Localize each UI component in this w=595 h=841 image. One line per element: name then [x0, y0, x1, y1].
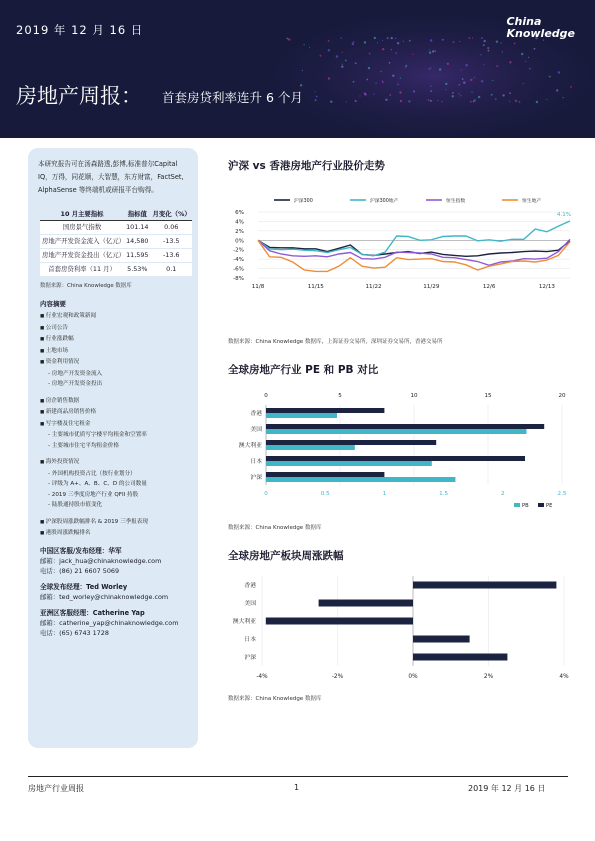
- decor-dot: [484, 40, 486, 42]
- decor-dot: [463, 82, 465, 84]
- toc-title: 内容摘要: [40, 300, 66, 308]
- key-indicator-table: [40, 207, 192, 277]
- contact-phone: 电话：(86) 21 6607 5069: [40, 566, 120, 575]
- decor-dot: [471, 92, 472, 93]
- decor-dot: [345, 60, 347, 62]
- decor-dot: [458, 93, 459, 94]
- y-tick-label: 0%: [235, 238, 244, 245]
- toc-item: ■ 写字楼及住宅租金: [40, 419, 190, 431]
- decor-dot: [364, 41, 366, 43]
- decor-dot: [408, 100, 410, 102]
- pb-bar: [266, 445, 355, 450]
- x-tick-label: 0%: [408, 674, 418, 680]
- decor-dot: [353, 81, 355, 83]
- cell-name: 房地产开发资金流入（亿元）: [40, 235, 124, 249]
- decor-dot: [473, 101, 475, 103]
- toc-item: ■ 新建商品房销售价格: [40, 407, 190, 419]
- toc-item: - 陆股通持股市值变化: [40, 500, 190, 511]
- decor-dot: [481, 80, 483, 82]
- cell-value: 14,580: [124, 235, 150, 249]
- legend-label: 恒生指数: [446, 199, 466, 204]
- bottom-tick-label: 2: [501, 491, 505, 497]
- decor-dot: [412, 54, 413, 55]
- toc-item: - 2019 三季度房地产行业 QFII 持股: [40, 490, 190, 501]
- table-source: 数据来源：China Knowledge 数据库: [40, 283, 132, 289]
- toc-item: - 主要城市住宅平均租金价格: [40, 441, 190, 452]
- decor-dot: [460, 95, 461, 96]
- x-tick-label: -4%: [256, 674, 268, 680]
- decor-dot: [496, 41, 498, 43]
- series-line: [258, 221, 570, 256]
- toc-item: - 主要城市优质写字楼平均租金和空置率: [40, 430, 190, 441]
- decor-dot: [529, 68, 531, 70]
- pe-bar: [266, 408, 384, 413]
- decor-dot: [525, 61, 526, 62]
- x-tick-label: 12/13: [538, 284, 555, 290]
- change-bar: [266, 618, 413, 625]
- bottom-tick-label: 1: [382, 491, 387, 497]
- decor-dot: [478, 96, 480, 98]
- bottom-tick-label: 0: [264, 491, 268, 497]
- category-label: 香港: [250, 411, 262, 417]
- decor-dot: [392, 75, 394, 77]
- contact-phone: 电话：(65) 6743 1728: [40, 628, 109, 637]
- line-chart: [222, 188, 577, 318]
- decor-dot: [382, 40, 383, 41]
- decor-dot: [472, 37, 473, 38]
- decor-dot: [353, 41, 355, 43]
- decor-dot: [355, 62, 357, 64]
- bottom-tick-label: 2.5: [557, 491, 567, 497]
- decor-dot: [328, 77, 330, 79]
- toc-item: - 评级为 A+、A、B、C、D 的公司数量: [40, 479, 190, 490]
- toc-item: ■ 公司公告: [40, 323, 190, 335]
- table-row: [40, 263, 192, 277]
- decor-dot: [523, 83, 524, 84]
- decor-dot: [288, 38, 290, 40]
- decor-dot: [341, 66, 343, 68]
- decor-dot: [458, 84, 460, 86]
- decor-dot: [320, 55, 322, 57]
- annotation-label: 4.1%: [556, 211, 572, 218]
- decor-dot: [385, 99, 387, 101]
- toc-item: ■ 资金利用情况: [40, 357, 190, 369]
- series-line: [258, 240, 570, 256]
- toc-item: ■ 行业涨跌幅: [40, 334, 190, 346]
- report-header: [0, 0, 595, 138]
- y-tick-label: -2%: [233, 247, 244, 254]
- decor-dot: [465, 64, 467, 66]
- decor-dot: [442, 101, 443, 102]
- toc-item: ■ 行业宏观和政策新闻: [40, 311, 190, 323]
- x-tick-label: 11/8: [251, 284, 265, 290]
- decor-dot: [395, 52, 397, 54]
- decor-dot: [359, 95, 360, 96]
- decor-dot: [514, 43, 516, 45]
- cell-value: 101.14: [124, 221, 150, 235]
- decor-dot: [528, 57, 529, 58]
- toc-item: ■ 房企销售数据: [40, 396, 190, 408]
- table-row: [40, 249, 192, 263]
- top-tick-label: 0: [264, 393, 268, 399]
- legend-label-pe: PE: [546, 503, 553, 509]
- contact-email: 邮箱：jack_hua@chinaknowledge.com: [40, 556, 162, 565]
- decor-dot: [483, 44, 485, 46]
- x-tick-label: 4%: [559, 674, 569, 680]
- decor-dot: [314, 91, 315, 92]
- report-subtitle: 首套房贷利率连升 6 个月: [162, 90, 303, 105]
- decor-dot: [368, 67, 370, 69]
- contact-email: 邮箱：catherine_yap@chinaknowledge.com: [40, 618, 179, 627]
- decor-dot: [376, 83, 377, 84]
- decor-dot: [460, 69, 461, 70]
- decor-dot: [452, 92, 454, 94]
- legend-label: 沪深300地产: [370, 199, 399, 204]
- decor-dot: [330, 101, 332, 103]
- x-tick-label: 11/15: [307, 284, 324, 290]
- table-row: [40, 235, 192, 249]
- decor-dot: [366, 79, 368, 81]
- decor-dot: [570, 86, 572, 88]
- decor-dot: [430, 39, 432, 41]
- decor-dot: [442, 39, 444, 41]
- category-label: 美国: [244, 601, 256, 607]
- decor-dot: [563, 97, 564, 98]
- y-tick-label: -4%: [233, 257, 244, 264]
- decor-dot: [502, 51, 503, 52]
- toc-item: - 房地产开发资金投出: [40, 379, 190, 390]
- decor-dot: [342, 64, 343, 65]
- top-tick-label: 10: [410, 393, 418, 399]
- pb-bar: [266, 477, 455, 482]
- decor-dot: [430, 86, 431, 87]
- decor-dot: [391, 49, 392, 50]
- decor-dot: [382, 48, 384, 50]
- report-title: 房地产周报：: [16, 84, 142, 108]
- toc-item: ■ 土地市场: [40, 346, 190, 358]
- decor-dot: [462, 78, 464, 80]
- top-tick-label: 20: [558, 393, 566, 399]
- pb-bar: [266, 413, 337, 418]
- legend-swatch-pb: [514, 503, 520, 507]
- decor-dot: [496, 65, 498, 67]
- decor-dot: [389, 94, 391, 96]
- pe-bar: [266, 456, 525, 461]
- cell-name: 国房景气指数: [40, 221, 124, 235]
- contact-email: 邮箱：ted_worley@chinaknowledge.com: [40, 592, 169, 601]
- decor-dot: [377, 42, 378, 43]
- decor-dot: [536, 101, 538, 103]
- cell-value: 5.53%: [124, 263, 150, 277]
- decor-dot: [430, 90, 432, 92]
- decor-dot: [374, 37, 376, 39]
- legend-label: 沪深300: [294, 199, 313, 204]
- decor-dot: [413, 90, 415, 92]
- change-bar: [413, 582, 556, 589]
- decor-dot: [302, 70, 303, 71]
- section3-title: 全球房地产板块周涨跌幅: [228, 550, 344, 562]
- footer-date: 2019 年 12 月 16 日: [468, 784, 546, 793]
- decor-dot: [304, 44, 305, 45]
- logo-line2: Knowledge: [506, 27, 575, 40]
- decor-dot: [428, 99, 430, 101]
- decor-dot: [373, 94, 374, 95]
- decor-dot: [364, 92, 366, 94]
- category-label: 日本: [250, 459, 262, 465]
- decor-dot: [429, 49, 430, 50]
- decor-dot: [391, 37, 393, 39]
- y-tick-label: 2%: [235, 228, 244, 235]
- cell-change: 0.1: [150, 263, 192, 277]
- category-label: 日本: [244, 637, 256, 643]
- decor-dot: [405, 65, 407, 67]
- col-header-indicator: 10 月主要指标: [40, 207, 124, 221]
- decor-dot: [400, 100, 402, 102]
- contact-title: 全球发布经理：Ted Worley: [40, 582, 128, 591]
- decor-dot: [300, 84, 302, 86]
- x-tick-label: 11/29: [423, 284, 440, 290]
- decor-dot: [434, 50, 436, 52]
- legend-label-pb: PB: [522, 503, 529, 509]
- cell-change: -13.5: [150, 235, 192, 249]
- decor-dot: [492, 80, 493, 81]
- decor-dot: [315, 99, 317, 101]
- cell-name: 房地产开发资金投出（亿元）: [40, 249, 124, 263]
- cell-name: 首套房贷利率（11 月）: [40, 263, 124, 277]
- section1-source: 数据来源：China Knowledge 数据库，上海证券交易所，深圳证券交易所，香港交易所: [228, 339, 443, 345]
- cell-value: 11,595: [124, 249, 150, 263]
- decor-dot: [430, 100, 432, 102]
- decor-dot: [546, 99, 547, 100]
- category-label: 美国: [250, 427, 262, 433]
- pb-bar: [266, 461, 432, 466]
- decor-dot: [382, 81, 384, 83]
- decor-dot: [437, 100, 438, 101]
- decor-dot: [341, 37, 342, 38]
- decor-dot: [558, 71, 560, 73]
- decor-dot: [447, 63, 449, 65]
- report-date: 2019 年 12 月 16 日: [16, 23, 144, 37]
- decor-dot: [369, 53, 371, 55]
- decor-dot: [445, 89, 446, 90]
- decor-dot: [405, 67, 406, 68]
- decor-dot: [395, 38, 396, 39]
- bottom-tick-label: 1.5: [439, 491, 449, 497]
- col-header-change: 月变化（%）: [150, 207, 192, 221]
- decor-dot: [488, 50, 490, 52]
- decor-dot: [459, 41, 460, 42]
- bottom-tick-label: 0.5: [320, 491, 330, 497]
- decor-dot: [521, 53, 523, 55]
- decor-dot: [515, 100, 517, 102]
- decor-dot: [452, 95, 454, 97]
- decor-dot: [487, 47, 489, 49]
- change-bar: [413, 654, 507, 661]
- decor-dot: [346, 101, 347, 102]
- decor-dot: [336, 55, 338, 57]
- y-tick-label: -8%: [233, 276, 244, 282]
- decor-dot: [328, 40, 330, 42]
- contacts: [40, 546, 190, 638]
- toc-list: [40, 311, 190, 540]
- decor-dot: [342, 52, 343, 53]
- footer-title: 房地产行业周报: [28, 784, 84, 793]
- y-tick-label: -6%: [233, 266, 244, 273]
- x-tick-label: -2%: [331, 674, 344, 680]
- category-label: 澳大利亚: [238, 443, 262, 449]
- decor-dot: [316, 96, 318, 98]
- decor-dot: [397, 84, 399, 86]
- decor-dot: [470, 79, 472, 81]
- decor-dot: [469, 37, 471, 39]
- decor-dot: [429, 52, 431, 54]
- decor-dot: [519, 101, 521, 103]
- contact-title: 中国区客服/发布经理：华军: [40, 546, 122, 555]
- decor-dot: [389, 62, 391, 64]
- pb-bar: [266, 429, 527, 434]
- x-tick-label: 11/22: [365, 284, 382, 290]
- cell-change: 0.06: [150, 221, 192, 235]
- decor-dot: [397, 42, 399, 44]
- decor-dot: [480, 54, 481, 55]
- pe-pb-chart: [222, 385, 577, 517]
- table-row: [40, 221, 192, 235]
- decor-dot: [481, 37, 483, 39]
- section2-source: 数据来源：China Knowledge 数据库: [228, 525, 322, 531]
- decor-dot: [430, 67, 431, 68]
- intro-text: 本研究报告可在汤森路透,彭博,标准普尔Capital IQ，万得，同花顺，大智慧，东方财富，FactSet, AlphaSense 等终端机或研报平台购得。: [38, 160, 184, 194]
- top-tick-label: 15: [484, 393, 492, 399]
- contact-title: 亚洲区客服经理：Catherine Yap: [40, 608, 145, 617]
- legend-swatch-pe: [538, 503, 544, 507]
- decor-dot: [556, 89, 558, 91]
- decor-dot: [445, 83, 447, 85]
- section1-title: 沪深 vs 香港房地产行业股价走势: [228, 160, 385, 172]
- sidebar: [28, 148, 198, 748]
- decor-dot: [453, 41, 455, 43]
- x-tick-label: 12/6: [482, 284, 496, 290]
- y-tick-label: 4%: [235, 219, 244, 226]
- legend-label: 恒生地产: [522, 199, 542, 204]
- decor-dot: [403, 41, 404, 42]
- decor-dot: [355, 100, 357, 102]
- decor-dot: [432, 50, 434, 52]
- pe-bar: [266, 424, 544, 429]
- section3-source: 数据来源：China Knowledge 数据库: [228, 696, 322, 702]
- decor-dot: [509, 101, 510, 102]
- pe-bar: [266, 472, 384, 477]
- top-tick-label: 5: [338, 393, 342, 399]
- decor-dot: [382, 80, 383, 81]
- weekly-change-chart: [222, 572, 577, 684]
- decor-dot: [483, 64, 484, 65]
- decor-dot: [495, 98, 497, 100]
- toc-item: - 外国机构投资占比（按行业划分）: [40, 469, 190, 480]
- y-tick-label: 6%: [235, 210, 244, 216]
- category-label: 香港: [244, 583, 256, 589]
- decor-dot: [501, 42, 502, 43]
- decor-dot: [474, 77, 475, 78]
- category-label: 澳大利亚: [232, 619, 256, 625]
- decor-dot: [328, 49, 330, 51]
- page-number: 1: [294, 783, 300, 792]
- pe-bar: [266, 440, 436, 445]
- category-label: 沪深: [244, 655, 256, 661]
- toc-item: ■ 沪深股周涨跌幅排名 & 2019 三季报表现: [40, 517, 190, 529]
- decor-dot: [352, 43, 354, 45]
- decor-dot: [534, 48, 536, 50]
- decor-dot: [409, 40, 411, 42]
- decor-dot: [491, 94, 493, 96]
- decor-dot: [399, 91, 401, 93]
- decor-dot: [287, 38, 289, 40]
- china-knowledge-logo: [506, 16, 575, 40]
- decor-dot: [387, 37, 389, 39]
- section2-title: 全球房地产行业 PE 和 PB 对比: [228, 364, 379, 376]
- toc-item: ■ 海外投资情况: [40, 457, 190, 469]
- decor-dot: [309, 47, 310, 48]
- decor-dot: [439, 68, 441, 70]
- decor-dot: [509, 92, 511, 94]
- change-bar: [413, 636, 470, 643]
- footer-divider: [28, 776, 568, 777]
- x-tick-label: 2%: [483, 674, 494, 680]
- cell-change: -13.6: [150, 249, 192, 263]
- decor-dot: [400, 78, 401, 79]
- decor-dot: [502, 94, 504, 96]
- change-bar: [319, 600, 413, 607]
- col-header-value: 指标值: [124, 207, 150, 221]
- decor-dot: [549, 76, 551, 78]
- decor-dot: [509, 61, 511, 63]
- decor-dot: [380, 71, 382, 73]
- logo-line1: China: [506, 15, 542, 28]
- toc-item: ■ 港股周涨跌幅排名: [40, 528, 190, 540]
- decor-dot: [470, 101, 472, 103]
- toc-item: - 房地产开发资金流入: [40, 369, 190, 380]
- decor-dot: [429, 68, 431, 70]
- category-label: 沪深: [250, 475, 262, 481]
